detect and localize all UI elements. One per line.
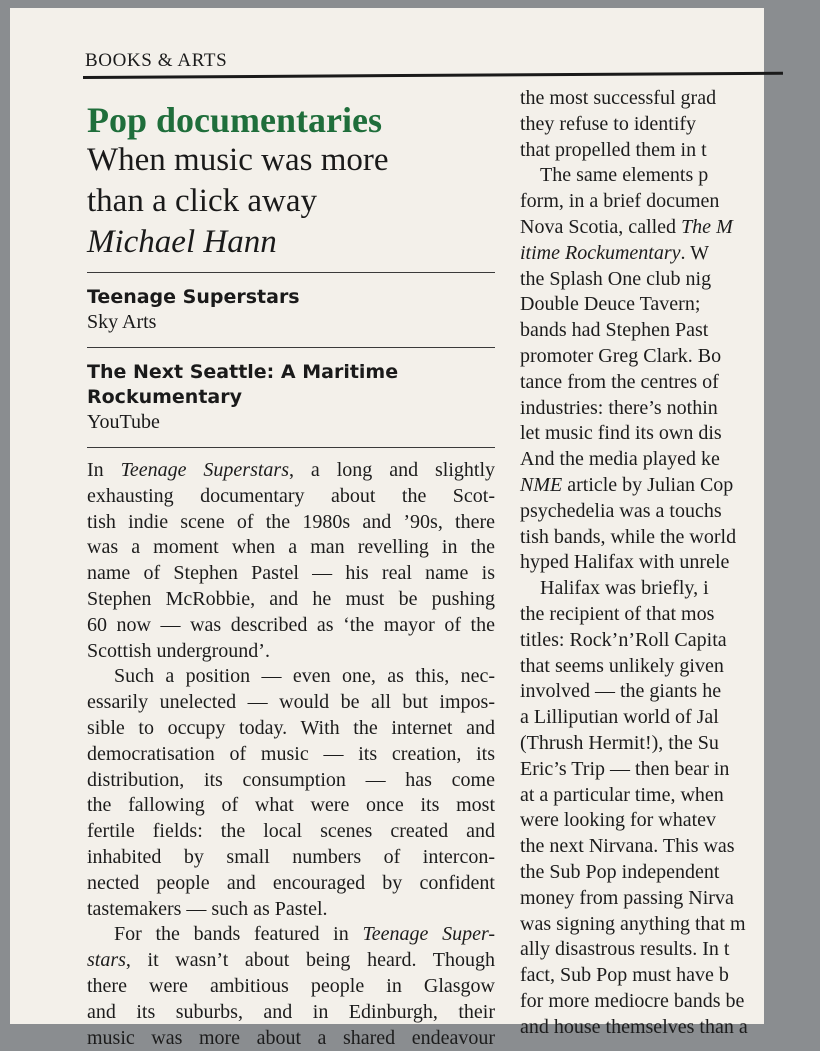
text-line	[520, 525, 820, 551]
text-run: . W	[680, 241, 710, 264]
text-run: For the bands featured in	[114, 923, 363, 946]
text-line	[520, 860, 820, 886]
text-run: exhausting documentary about the Scot-	[87, 484, 495, 507]
text-line	[87, 793, 495, 819]
text-line	[520, 499, 820, 525]
text-line	[87, 690, 495, 716]
text-run: the fallowing of what were once its most	[87, 794, 495, 817]
text-line	[87, 948, 495, 974]
text-line	[87, 664, 495, 690]
text-line	[520, 473, 820, 499]
text-line	[520, 370, 820, 396]
text-run: , it wasn’t about being heard. Though	[125, 949, 495, 972]
text-line	[520, 757, 820, 783]
divider	[87, 272, 495, 273]
text-line	[520, 241, 820, 267]
text-line	[520, 421, 820, 447]
text-run: In	[87, 459, 121, 481]
text-run: 60 now — was described as ‘the mayor of the	[87, 613, 495, 636]
review-title-line: Rockumentary	[87, 386, 242, 408]
text-line	[87, 639, 495, 665]
text-run: involved — the giants he	[520, 680, 722, 703]
text-run: the next Nirvana. This was	[520, 835, 735, 858]
text-line	[87, 768, 495, 794]
text-line	[520, 189, 820, 215]
text-run: the Splash One club nig	[520, 267, 712, 290]
text-run: let music find its own dis	[520, 422, 722, 445]
text-line	[520, 886, 820, 912]
text-run: tastemakers — such as Pastel.	[87, 897, 328, 920]
text-line	[520, 86, 820, 112]
text-line	[520, 1015, 820, 1041]
text-run: And the media played ke	[520, 448, 720, 471]
review-listing	[87, 360, 495, 435]
text-run: a Lilliputian world of Jal	[520, 706, 719, 729]
italic-title: NME	[520, 473, 563, 496]
text-run: inhabited by small numbers of intercon-	[87, 845, 495, 868]
text-run: sible to occupy today. With the internet and	[87, 716, 495, 739]
text-line	[520, 267, 820, 293]
text-line	[87, 484, 495, 510]
text-run: hyped Halifax with unrele	[520, 551, 730, 574]
text-run: (Thrush Hermit!), the Su	[520, 731, 719, 754]
text-line	[520, 834, 820, 860]
text-run: article by Julian Cop	[562, 473, 734, 496]
text-run: democratisation of music — its creation, its	[87, 742, 495, 765]
text-line	[87, 922, 495, 948]
text-run: tish indie scene of the 1980s and ’90s, there	[87, 510, 495, 533]
text-line	[520, 654, 820, 680]
text-run: Nova Scotia, called	[520, 215, 682, 238]
text-run: for more mediocre bands be	[520, 989, 745, 1012]
text-line	[87, 458, 495, 484]
right-column	[520, 86, 820, 1040]
text-run: promoter Greg Clark. Bo	[520, 344, 722, 367]
text-run: psychedelia was a touchs	[520, 499, 722, 522]
text-run: titles: Rock’n’Roll Capita	[520, 628, 727, 651]
text-run: ally disastrous results. In t	[520, 938, 730, 961]
left-column	[87, 100, 495, 1051]
text-line	[520, 602, 820, 628]
italic-title: Teenage Superstars	[120, 459, 289, 481]
text-run: there were ambitious people in Glasgow	[87, 974, 495, 997]
text-run: industries: there’s nothin	[520, 396, 718, 419]
text-line	[520, 292, 820, 318]
text-line	[520, 138, 820, 164]
text-line	[520, 628, 820, 654]
text-run: Halifax was briefly, i	[540, 577, 709, 600]
text-line	[520, 447, 820, 473]
italic-title: stars	[87, 949, 126, 972]
headline-line: When music was more	[87, 142, 389, 178]
italic-title: Teenage Super-	[362, 923, 495, 946]
text-line	[520, 112, 820, 138]
text-run: The same elements p	[540, 164, 709, 187]
text-run: music was more about a shared endeavour	[87, 1026, 495, 1049]
text-run: that seems unlikely given	[520, 654, 724, 677]
text-line	[87, 845, 495, 871]
text-run: fertile fields: the local scenes created and	[87, 820, 495, 843]
text-line	[520, 783, 820, 809]
text-run: tish bands, while the world	[520, 525, 737, 548]
text-run: they refuse to identify	[520, 112, 697, 135]
italic-title: itime Rockumentary	[520, 241, 681, 264]
text-line	[87, 613, 495, 639]
text-run: essarily unelected — would be all but impos-	[87, 691, 495, 714]
review-title-line: Teenage Superstars	[87, 286, 300, 308]
text-line	[520, 937, 820, 963]
text-line	[520, 808, 820, 834]
section-label: BOOKS & ARTS	[85, 50, 228, 71]
text-line	[520, 344, 820, 370]
text-run: and house themselves than a	[520, 1015, 748, 1038]
article-body-right	[520, 86, 820, 1040]
text-line	[87, 871, 495, 897]
text-line	[87, 974, 495, 1000]
text-run: that propelled them in t	[520, 138, 707, 161]
byline: Michael Hann	[87, 224, 277, 260]
text-line	[520, 705, 820, 731]
text-run: bands had Stephen Past	[520, 319, 709, 342]
italic-title: The M	[681, 215, 733, 238]
text-run: form, in a brief documen	[520, 190, 720, 213]
text-line	[520, 576, 820, 602]
text-line	[520, 396, 820, 422]
text-line	[87, 535, 495, 561]
review-title	[87, 285, 495, 310]
text-line	[520, 679, 820, 705]
text-line	[520, 550, 820, 576]
text-line	[520, 963, 820, 989]
text-run: tance from the centres of	[520, 370, 719, 393]
divider	[87, 347, 495, 348]
review-platform: Sky Arts	[87, 311, 157, 333]
text-line	[520, 912, 820, 938]
text-line	[520, 318, 820, 344]
text-run: was signing anything that m	[520, 912, 746, 935]
text-run: Stephen McRobbie, and he must be pushing	[87, 587, 495, 610]
text-run: Double Deuce Tavern;	[520, 293, 701, 316]
text-line	[87, 1000, 495, 1026]
section-rule	[83, 72, 783, 79]
text-line	[87, 510, 495, 536]
text-line	[87, 561, 495, 587]
text-run: nected people and encouraged by confident	[87, 871, 495, 894]
text-run: name of Stephen Pastel — his real name is	[87, 562, 495, 585]
kicker: Pop documentaries	[87, 100, 382, 140]
text-run: the most successful grad	[520, 87, 717, 109]
text-line	[520, 163, 820, 189]
text-line	[87, 897, 495, 923]
text-line	[520, 989, 820, 1015]
text-line	[87, 819, 495, 845]
text-run: the recipient of that mos	[520, 602, 715, 625]
text-run: were looking for whatev	[520, 809, 717, 832]
text-run: was a moment when a man revelling in the	[87, 536, 495, 559]
text-run: distribution, its consumption — has come	[87, 768, 495, 791]
headline-line: than a click away	[87, 183, 317, 219]
text-run: Such a position — even one, as this, nec-	[114, 665, 495, 688]
text-line	[87, 1026, 495, 1051]
review-platform: YouTube	[87, 411, 160, 433]
text-run: and its suburbs, and in Edinburgh, their	[87, 1000, 495, 1023]
text-line	[520, 731, 820, 757]
review-listing	[87, 285, 495, 335]
review-title	[87, 360, 495, 410]
text-line	[520, 215, 820, 241]
text-run: Eric’s Trip — then bear in	[520, 757, 730, 780]
article-body-left	[87, 458, 495, 1051]
text-run: the Sub Pop independent	[520, 860, 720, 883]
review-title-line: The Next Seattle: A Maritime	[87, 361, 399, 383]
text-run: at a particular time, when	[520, 783, 724, 806]
text-run: Scottish underground’.	[87, 639, 270, 662]
divider	[87, 447, 495, 448]
text-run: fact, Sub Pop must have b	[520, 964, 729, 987]
text-run: money from passing Nirva	[520, 886, 734, 909]
text-run: , a long and slightly	[289, 459, 495, 481]
text-line	[87, 587, 495, 613]
headline	[87, 140, 495, 222]
text-line	[87, 716, 495, 742]
magazine-page	[10, 8, 764, 1049]
text-line	[87, 742, 495, 768]
